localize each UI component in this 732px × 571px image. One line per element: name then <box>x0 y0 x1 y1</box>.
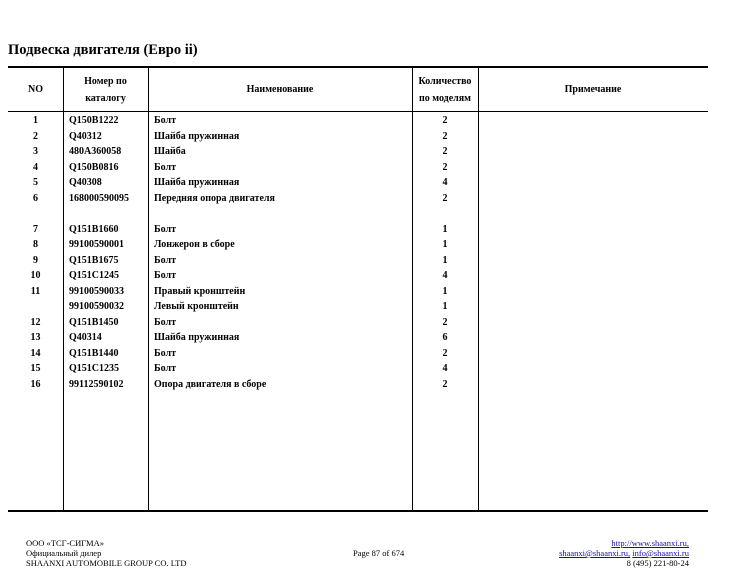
row-no: 10 <box>30 270 41 281</box>
row-name: Правый кронштейн <box>154 285 246 297</box>
row-qty: 4 <box>442 177 448 188</box>
table-row <box>8 253 478 268</box>
email-link-shaanxi[interactable]: shaanxi@shaanxi.ru, <box>559 548 631 558</box>
row-no: 8 <box>33 239 38 250</box>
header-catalog-line1: Номер по <box>84 75 127 87</box>
row-catalog: Q151C1235 <box>69 363 119 374</box>
row-no: 16 <box>30 378 41 390</box>
row-no: 11 <box>30 285 41 297</box>
row-name: Болт <box>154 347 177 359</box>
row-no: 3 <box>33 146 38 157</box>
table-row <box>8 175 478 190</box>
table-row <box>8 237 478 252</box>
row-qty: 4 <box>442 363 448 374</box>
row-name: Болт <box>154 363 177 374</box>
table-row <box>8 315 478 330</box>
row-qty: 2 <box>442 130 448 142</box>
row-qty: 1 <box>442 254 448 266</box>
row-name: Шайба <box>154 146 186 157</box>
header-no: NO <box>28 84 43 95</box>
row-qty: 1 <box>442 285 448 297</box>
row-catalog: Q151B1660 <box>69 223 119 235</box>
table-row <box>8 268 478 283</box>
row-qty: 2 <box>442 146 448 157</box>
row-catalog: 99100590001 <box>69 239 124 250</box>
row-no: 5 <box>33 177 38 188</box>
header-qty-line1: Количество <box>418 75 472 87</box>
row-name: Опора двигателя в сборе <box>154 378 267 390</box>
table-row <box>8 330 478 345</box>
email-link-info[interactable]: info@shaanxi.ru <box>632 548 689 558</box>
table-row <box>8 284 478 299</box>
footer-manufacturer: SHAANXI AUTOMOBILE GROUP CO. LTD <box>26 558 187 568</box>
row-catalog: Q40312 <box>69 130 102 142</box>
row-no: 12 <box>30 316 41 328</box>
row-name: Болт <box>154 316 177 328</box>
table-row <box>8 299 478 314</box>
header-catalog <box>63 68 148 111</box>
row-catalog: Q40314 <box>69 332 102 343</box>
header-catalog-line2: каталогу <box>85 92 126 104</box>
row-qty: 2 <box>442 115 448 126</box>
row-name: Болт <box>154 223 177 235</box>
row-qty: 4 <box>442 270 448 281</box>
row-no: 2 <box>33 130 38 142</box>
column-divider <box>478 68 479 510</box>
row-qty: 1 <box>442 239 448 250</box>
parts-table <box>8 66 708 512</box>
row-catalog: 99100590032 <box>69 301 124 312</box>
page-title: Подвеска двигателя (Евро ii) <box>8 42 198 58</box>
row-name: Болт <box>154 161 177 173</box>
row-qty: 1 <box>442 301 448 312</box>
row-qty: 2 <box>442 347 448 359</box>
row-catalog: 99112590102 <box>69 378 124 390</box>
row-no: 7 <box>33 223 38 235</box>
table-row <box>8 129 478 144</box>
row-catalog: 480A360058 <box>69 146 122 157</box>
row-qty: 2 <box>442 192 448 204</box>
footer-right <box>559 538 689 568</box>
footer-left <box>26 538 187 568</box>
header-note: Примечание <box>564 84 622 95</box>
row-no: 13 <box>30 332 41 343</box>
header-qty <box>412 68 478 111</box>
row-qty: 2 <box>442 161 448 173</box>
table-row <box>8 144 478 159</box>
row-catalog: Q151B1450 <box>69 316 119 328</box>
footer-phone: 8 (495) 221-80-24 <box>626 558 689 568</box>
table-row <box>8 377 478 392</box>
table-row <box>8 222 478 237</box>
table-row <box>8 361 478 376</box>
row-no: 4 <box>33 161 38 173</box>
row-no: 14 <box>30 347 41 359</box>
row-name: Болт <box>154 115 177 126</box>
header-qty-line2: по моделям <box>419 92 471 104</box>
row-name: Левый кронштейн <box>154 301 239 312</box>
row-catalog: Q40308 <box>69 177 102 188</box>
row-catalog: Q151B1675 <box>69 254 119 266</box>
row-name: Лонжерон в сборе <box>154 239 235 250</box>
table-row <box>8 113 478 128</box>
row-name: Передняя опора двигателя <box>154 192 275 204</box>
row-no: 15 <box>30 363 41 374</box>
row-catalog: 99100590033 <box>69 285 124 297</box>
footer-page-number: Page 87 of 674 <box>353 548 405 558</box>
row-qty: 2 <box>442 378 448 390</box>
row-qty: 1 <box>442 223 448 235</box>
row-no: 6 <box>33 192 38 204</box>
row-qty: 6 <box>442 332 448 343</box>
table-row <box>8 191 478 206</box>
footer-company: ООО «ТСГ-СИГМА» <box>26 538 104 548</box>
header-divider <box>8 111 708 112</box>
row-name: Болт <box>154 270 177 281</box>
row-no: 9 <box>33 254 38 266</box>
row-name: Шайба пружинная <box>154 130 240 142</box>
row-catalog: Q150B1222 <box>69 115 119 126</box>
row-name: Болт <box>154 254 177 266</box>
website-link[interactable]: http://www.shaanxi.ru, <box>611 538 689 548</box>
footer-dealer: Официальный дилер <box>26 548 102 558</box>
row-qty: 2 <box>442 316 448 328</box>
row-no: 1 <box>33 115 38 126</box>
table-row <box>8 346 478 361</box>
row-name: Шайба пружинная <box>154 332 240 343</box>
table-row <box>8 160 478 175</box>
row-catalog: Q151C1245 <box>69 270 119 281</box>
row-name: Шайба пружинная <box>154 177 240 188</box>
row-catalog: Q151B1440 <box>69 347 119 359</box>
header-name: Наименование <box>246 84 314 95</box>
row-catalog: Q150B0816 <box>69 161 119 173</box>
row-catalog: 168000590095 <box>69 192 129 204</box>
